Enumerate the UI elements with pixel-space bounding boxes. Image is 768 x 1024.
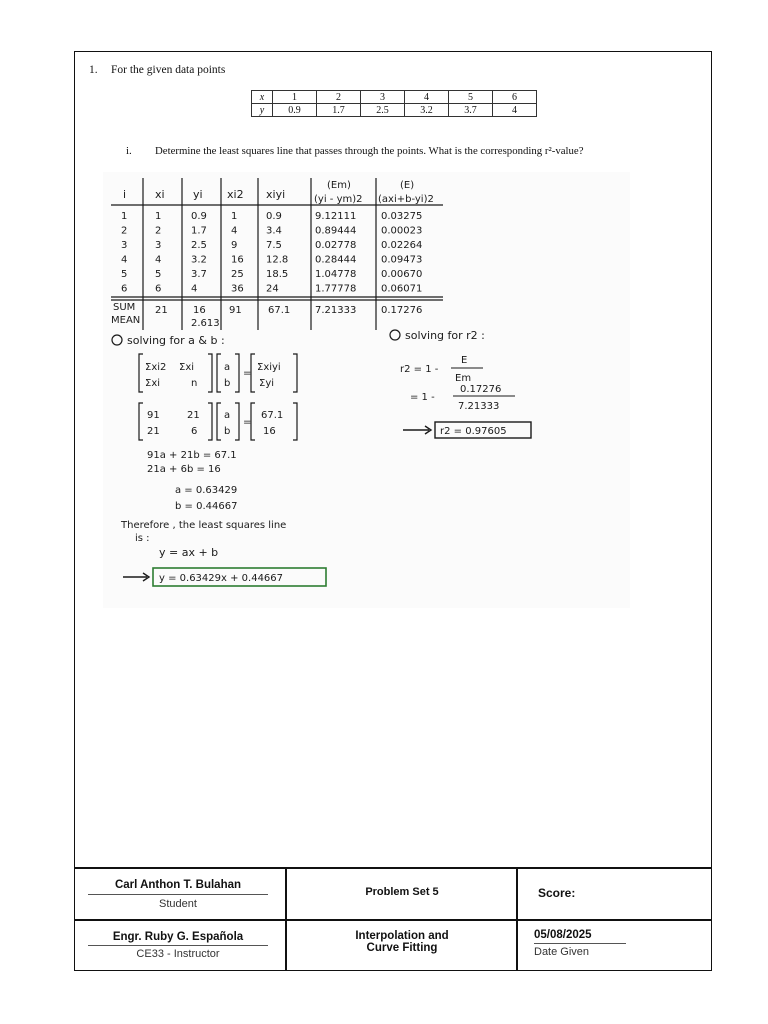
footer-top-border xyxy=(74,867,712,869)
score-label: Score: xyxy=(538,886,576,900)
work-cell: 4 xyxy=(155,254,162,266)
instructor-role: CE33 - Instructor xyxy=(136,948,220,960)
work-cell: 1.77778 xyxy=(315,283,357,295)
mnum-a12: 21 xyxy=(187,410,200,421)
msym-b2: Σyi xyxy=(259,378,275,389)
mean-yi: 2.613 xyxy=(191,318,220,329)
mnum-x1: a xyxy=(224,410,231,421)
work-cell: 12.8 xyxy=(266,254,289,266)
y-cell: 1.7 xyxy=(317,104,361,117)
work-cell: 2 xyxy=(155,225,162,237)
work-cell: 6 xyxy=(155,283,162,295)
bullet-icon xyxy=(390,330,400,340)
y-header: y xyxy=(252,104,273,117)
topic-block xyxy=(290,930,514,954)
table-row xyxy=(252,91,537,104)
r-line2-lhs: = 1 - xyxy=(410,392,435,403)
table-row xyxy=(252,104,537,117)
work-cell: 0.09473 xyxy=(381,254,423,266)
conclusion-text: Therefore , the least squares line xyxy=(121,520,287,531)
work-rows xyxy=(121,211,422,295)
sum-xiyi: 67.1 xyxy=(268,305,291,316)
msym-x2: b xyxy=(224,378,231,389)
footer-mid-border xyxy=(74,919,712,921)
data-points-table xyxy=(251,90,537,117)
x-cell: 1 xyxy=(273,91,317,104)
r-line1-num: E xyxy=(461,355,468,366)
solve-ab-title: solving for a & b : xyxy=(127,334,225,347)
sum-e: 0.17276 xyxy=(381,305,423,316)
work-cell: 3 xyxy=(155,240,162,251)
instructor-block xyxy=(88,931,268,960)
hdr-xi: xi xyxy=(155,188,165,201)
work-cell: 3 xyxy=(121,240,128,251)
work-cell: 4 xyxy=(121,254,128,266)
x-cell: 2 xyxy=(317,91,361,104)
equation-2: 21a + 6b = 16 xyxy=(147,464,221,475)
work-cell: 0.02778 xyxy=(315,240,357,251)
work-cell: 18.5 xyxy=(266,269,289,280)
instructor-name: Engr. Ruby G. Española xyxy=(88,931,268,946)
hdr-em: (Em) xyxy=(327,180,351,191)
sum-label: SUM xyxy=(113,302,136,313)
date-label: Date Given xyxy=(534,946,590,958)
y-cell: 4 xyxy=(493,104,537,117)
work-cell: 0.9 xyxy=(266,211,282,222)
work-cell: 9.12111 xyxy=(315,211,357,222)
work-cell: 4 xyxy=(191,283,198,295)
hdr-xiyi: xiyi xyxy=(266,188,286,201)
sum-em: 7.21333 xyxy=(315,305,357,316)
topic-line-2: Curve Fitting xyxy=(366,942,438,954)
subquestion-number: i. xyxy=(126,145,132,157)
work-cell: 3.4 xyxy=(266,225,282,237)
sum-xi2: 91 xyxy=(229,305,242,316)
msym-a22: n xyxy=(191,378,198,389)
mean-label: MEAN xyxy=(111,315,141,326)
msym-x1: a xyxy=(224,362,231,373)
work-cell: 0.00670 xyxy=(381,269,423,280)
mnum-x2: b xyxy=(224,426,231,437)
x-cell: 3 xyxy=(361,91,405,104)
r-line2-den: 7.21333 xyxy=(458,401,500,412)
topic-line-1: Interpolation and xyxy=(355,930,449,942)
work-cell: 1.04778 xyxy=(315,269,357,280)
date-value: 05/08/2025 xyxy=(534,929,626,944)
mnum-a11: 91 xyxy=(147,410,160,421)
work-cell: 7.5 xyxy=(266,240,282,251)
work-cell: 36 xyxy=(231,283,244,295)
a-value: a = 0.63429 xyxy=(175,485,238,496)
y-cell: 3.7 xyxy=(449,104,493,117)
hdr-yi: yi xyxy=(193,188,203,201)
work-cell: 0.89444 xyxy=(315,225,357,237)
work-cell: 0.00023 xyxy=(381,225,423,237)
y-cell: 0.9 xyxy=(273,104,317,117)
work-cell: 25 xyxy=(231,269,244,280)
work-cell: 2.5 xyxy=(191,240,207,251)
general-form: y = ax + b xyxy=(159,546,219,559)
msym-a12: Σxi xyxy=(179,362,195,373)
work-cell: 0.02264 xyxy=(381,240,423,251)
problem-set-title: Problem Set 5 xyxy=(365,886,439,898)
msym-a21: Σxi xyxy=(145,378,161,389)
mnum-b2: 16 xyxy=(263,426,276,437)
hdr-xi2: xi2 xyxy=(227,188,244,201)
x-cell: 5 xyxy=(449,91,493,104)
work-cell: 3.7 xyxy=(191,269,207,280)
mnum-a21: 21 xyxy=(147,426,160,437)
r-line2-num: 0.17276 xyxy=(460,384,502,395)
y-cell: 2.5 xyxy=(361,104,405,117)
y-cell: 3.2 xyxy=(405,104,449,117)
work-cell: 1.7 xyxy=(191,225,207,237)
conclusion-text-2: is : xyxy=(135,533,150,544)
b-value: b = 0.44667 xyxy=(175,501,238,512)
work-cell: 9 xyxy=(231,240,238,251)
work-cell: 0.03275 xyxy=(381,211,423,222)
r-line1-lhs: r2 = 1 - xyxy=(400,364,439,375)
date-block xyxy=(534,929,626,958)
hdr-e-formula: (axi+b-yi)2 xyxy=(378,194,434,205)
hdr-e: (E) xyxy=(400,180,415,191)
work-cell: 24 xyxy=(266,283,279,295)
subquestion-text: Determine the least squares line that passes through the points. What is the corresponding r²-value? xyxy=(155,145,584,157)
x-cell: 4 xyxy=(405,91,449,104)
mnum-a22: 6 xyxy=(191,426,198,437)
sum-xi: 21 xyxy=(155,305,168,316)
student-block xyxy=(88,879,268,910)
msym-a11: Σxi2 xyxy=(145,362,167,373)
work-cell: 5 xyxy=(121,269,128,280)
x-header: x xyxy=(252,91,273,104)
msym-b1: Σxiyi xyxy=(257,362,281,373)
solution-drawing xyxy=(103,172,630,608)
footer-divider xyxy=(516,868,518,971)
equals-sign: = xyxy=(243,368,252,379)
student-name: Carl Anthon T. Bulahan xyxy=(88,879,268,895)
equation-1: 91a + 21b = 67.1 xyxy=(147,450,237,461)
question-number: 1. xyxy=(89,64,98,76)
x-cell: 6 xyxy=(493,91,537,104)
bullet-icon xyxy=(112,335,122,345)
r-answer: r2 = 0.97605 xyxy=(440,426,507,437)
footer-divider xyxy=(285,868,287,971)
work-cell: 3.2 xyxy=(191,254,207,266)
hdr-i: i xyxy=(123,188,127,201)
sum-yi: 16 xyxy=(193,305,206,316)
r-line1-den: Em xyxy=(455,373,472,384)
work-cell: 4 xyxy=(231,225,238,237)
work-cell: 1 xyxy=(121,211,128,222)
question-text: For the given data points xyxy=(111,64,226,76)
solve-r-title: solving for r2 : xyxy=(405,329,485,342)
equals-sign: = xyxy=(243,417,252,428)
work-cell: 2 xyxy=(121,225,128,237)
work-cell: 0.9 xyxy=(191,211,207,222)
mnum-b1: 67.1 xyxy=(261,410,284,421)
work-cell: 5 xyxy=(155,269,162,280)
work-cell: 1 xyxy=(155,211,162,222)
work-cell: 16 xyxy=(231,254,244,266)
work-cell: 1 xyxy=(231,211,238,222)
final-answer: y = 0.63429x + 0.44667 xyxy=(159,573,284,584)
hdr-em-formula: (yi - ym)2 xyxy=(314,194,363,205)
student-role: Student xyxy=(159,898,197,910)
work-cell: 0.28444 xyxy=(315,254,357,266)
handwritten-solution xyxy=(103,172,630,608)
work-cell: 0.06071 xyxy=(381,283,423,295)
work-cell: 6 xyxy=(121,283,128,295)
